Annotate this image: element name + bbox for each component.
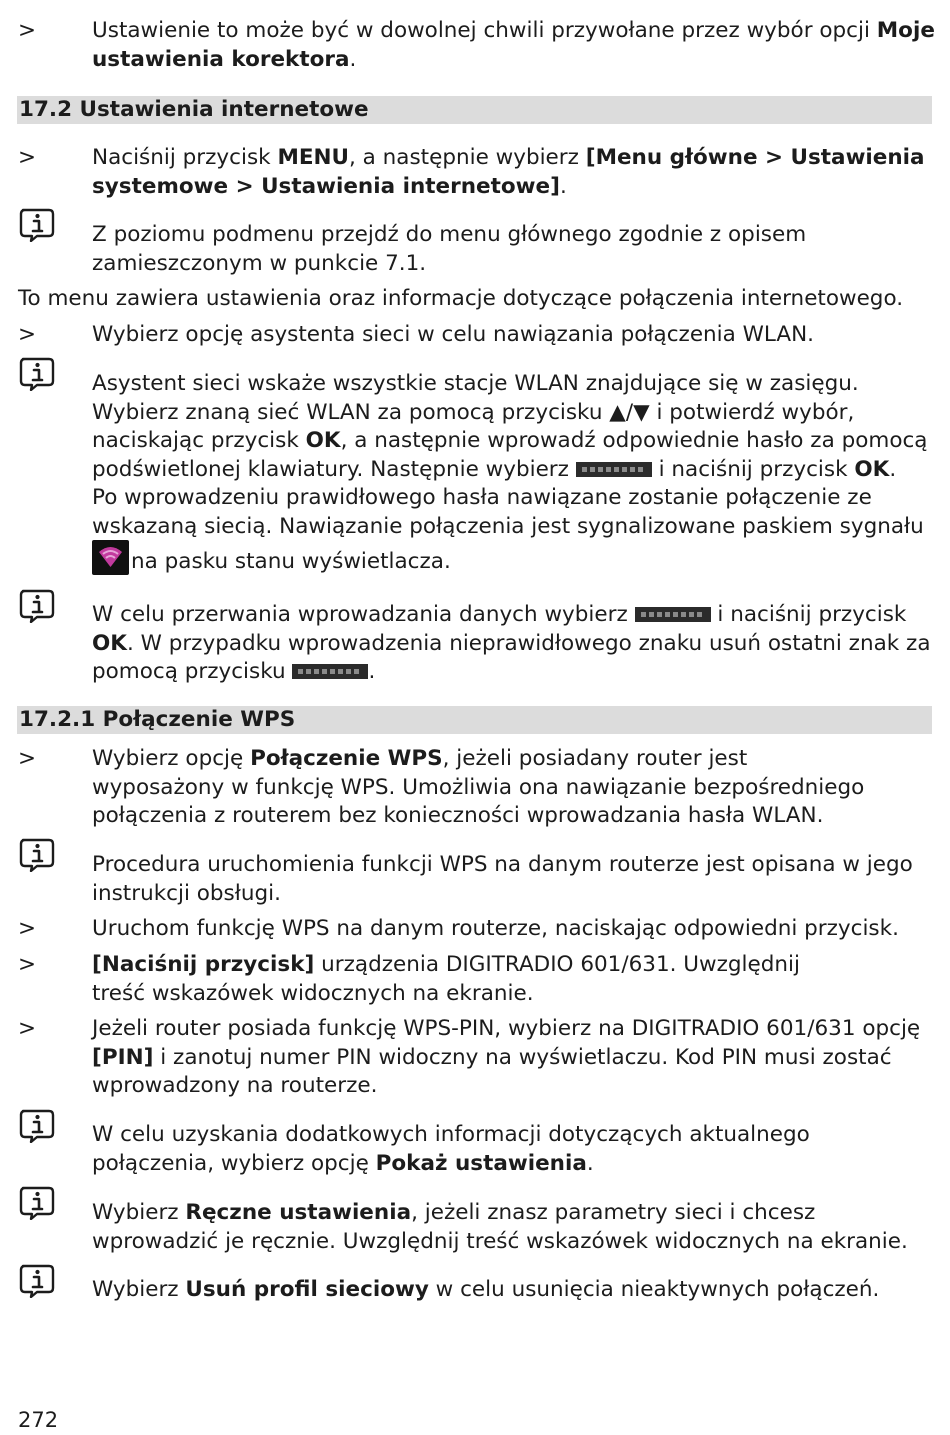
page-number: 272 <box>18 1408 59 1432</box>
bullet-marker: > <box>18 145 37 170</box>
paragraph: Naciśnij przycisk MENU, a następnie wybierz [Menu główne > Ustawienia systemowe > Ustawienia internetowe]. <box>92 145 925 199</box>
info-note-icon <box>17 206 57 242</box>
info-note-icon <box>17 587 57 623</box>
info-note: Po wprowadzeniu prawidłowego hasła nawiązane zostanie połączenie ze wskazaną siecią. Nawiązanie połączenia jest sygnalizowane paskiem sygnału <box>92 485 924 539</box>
onscreen-key-icon <box>635 607 711 622</box>
info-note: Wybierz Usuń profil sieciowy w celu usunięcia nieaktywnych połączeń. <box>92 1277 880 1302</box>
paragraph: Wybierz opcję asystenta sieci w celu nawiązania połączenia WLAN. <box>92 322 815 347</box>
bullet-marker: > <box>18 746 37 771</box>
paragraph: To menu zawiera ustawienia oraz informacje dotyczące połączenia internetowego. <box>18 286 904 311</box>
info-note-icon <box>17 1262 57 1298</box>
bullet-marker: > <box>18 322 37 347</box>
info-note-icon <box>17 1107 57 1143</box>
paragraph: Wybierz opcję Połączenie WPS, jeżeli posiadany router jest wyposażony w funkcję WPS. Umożliwia ona nawiązanie bezpośredniego połączenia z routerem bez konieczności wprowadzania hasła WLAN. <box>92 746 865 828</box>
section-heading: 17.2 Ustawienia internetowe <box>17 96 932 124</box>
info-note: W celu przerwania wprowadzania danych wybierz i naciśnij przycisk OK. W przypadku wprowadzenia nieprawidłowego znaku usuń ostatni znak za pomocą przycisku . <box>92 602 931 684</box>
info-note-icon <box>17 355 57 391</box>
info-note: W celu uzyskania dodatkowych informacji dotyczących aktualnego połączenia, wybierz opcję Pokaż ustawienia. <box>92 1122 810 1176</box>
info-note: Z poziomu podmenu przejdź do menu głównego zgodnie z opisem zamieszczonym w punkcie 7.1. <box>92 222 807 276</box>
info-note-icon <box>17 1184 57 1220</box>
info-note: na pasku stanu wyświetlacza. <box>92 548 936 577</box>
bullet-marker: > <box>18 1016 37 1041</box>
onscreen-key-icon <box>576 462 652 477</box>
info-note: Wybierz Ręczne ustawienia, jeżeli znasz parametry sieci i chcesz wprowadzić je ręcznie. Uwzględnij treść wskazówek widocznych na ekranie. <box>92 1200 908 1254</box>
onscreen-key-icon <box>292 664 368 679</box>
paragraph: Jeżeli router posiada funkcję WPS-PIN, wybierz na DIGITRADIO 601/631 opcję [PIN] i zanotuj numer PIN widoczny na wyświetlaczu. Kod PIN musi zostać wprowadzony na routerze. <box>92 1016 921 1098</box>
info-note: Asystent sieci wskaże wszystkie stacje WLAN znajdujące się w zasięgu. Wybierz znaną sieć WLAN za pomocą przycisku ▲/▼ i potwierdź wybór, naciskając przycisk OK, a następnie wprowadź odpowiednie hasło za pomocą podświetlonej klawiatury. Następnie wybierz i naciśnij przycisk OK. <box>92 371 928 482</box>
paragraph: Ustawienie to może być w dowolnej chwili przywołane przez wybór opcji Moje ustawienia korektora. <box>92 18 935 72</box>
paragraph: Uruchom funkcję WPS na danym routerze, naciskając odpowiedni przycisk. <box>92 916 899 941</box>
wifi-signal-icon <box>92 540 129 575</box>
info-note: Procedura uruchomienia funkcji WPS na danym routerze jest opisana w jego instrukcji obsługi. <box>92 852 913 906</box>
bullet-marker: > <box>18 18 37 43</box>
info-note-icon <box>17 836 57 872</box>
paragraph: [Naciśnij przycisk] urządzenia DIGITRADIO 601/631. Uwzględnij treść wskazówek widocznych na ekranie. <box>92 952 800 1006</box>
bullet-marker: > <box>18 952 37 977</box>
bullet-marker: > <box>18 916 37 941</box>
section-heading: 17.2.1 Połączenie WPS <box>17 706 932 734</box>
